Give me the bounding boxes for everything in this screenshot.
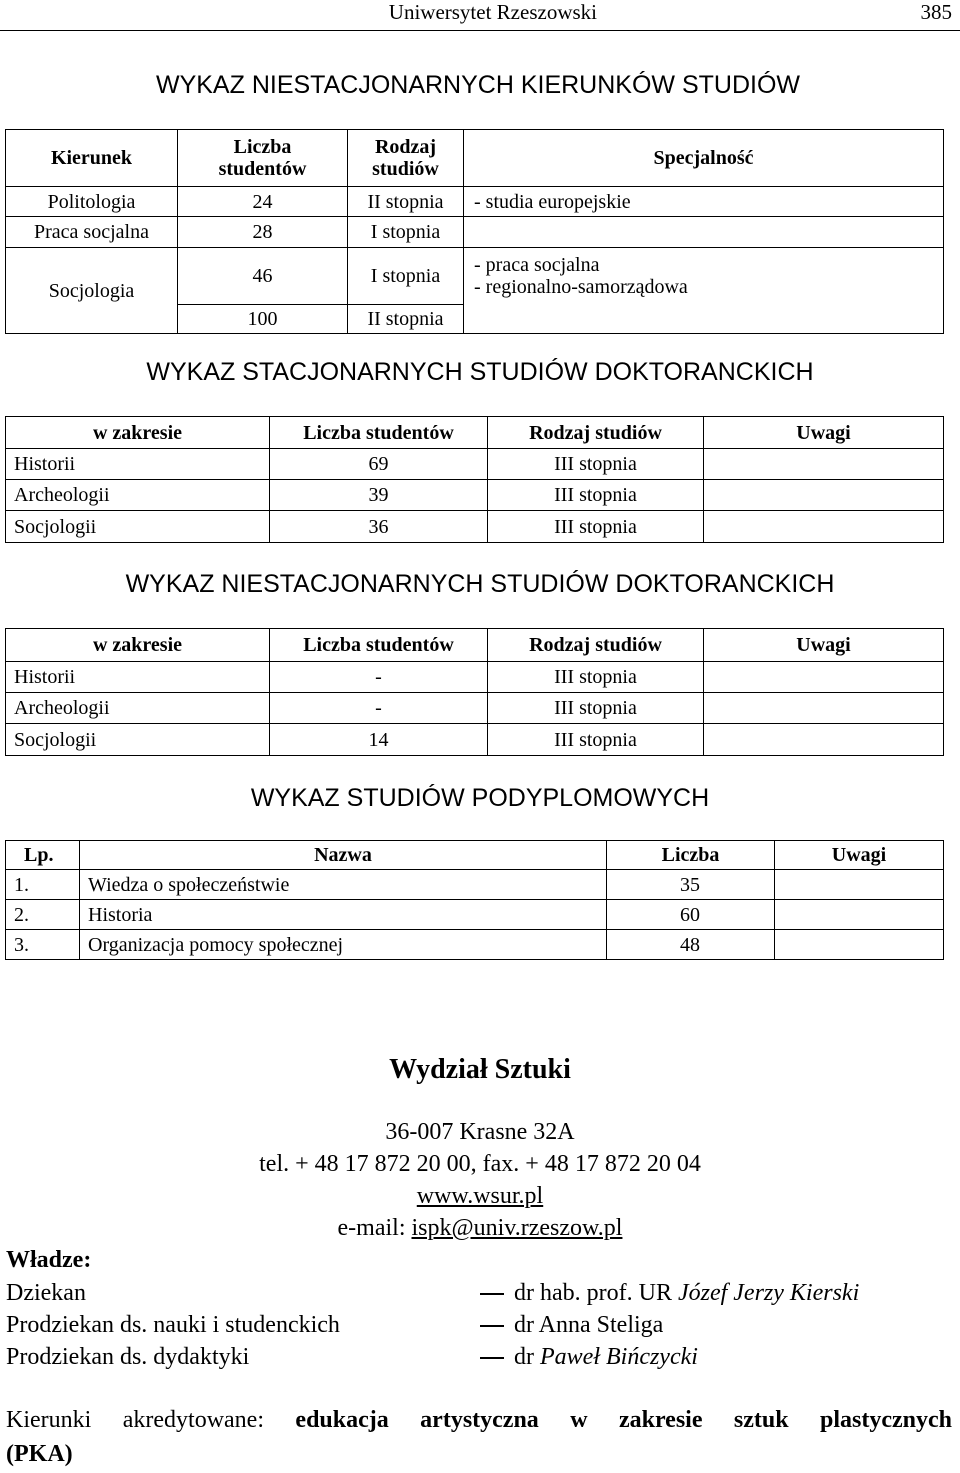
table-non-stationary-doctoral — [5, 628, 944, 756]
cell-uwagi — [775, 870, 944, 900]
cell-liczba: 35 — [607, 870, 775, 900]
cell-rodzaj: I stopnia — [348, 217, 464, 248]
section-title-postgraduate: WYKAZ STUDIÓW PODYPLOMOWYCH — [250, 784, 710, 812]
accreditation-label: Kierunki akredytowane: — [6, 1407, 296, 1433]
accreditation-value: edukacja artystyczna w zakresie sztuk plastycznych — [295, 1407, 952, 1433]
cell-liczba: - — [270, 662, 488, 693]
authority-name: Józef Jerzy Kierski — [677, 1280, 860, 1306]
header-uwagi: Uwagi — [704, 629, 944, 662]
cell-specjalnosc: - praca socjalna - regionalno-samorządowa — [464, 248, 944, 334]
faculty-email-link[interactable]: ispk@univ.rzeszow.pl — [411, 1215, 623, 1241]
cell-rodzaj: III stopnia — [488, 480, 704, 511]
header-liczba: Liczba studentów — [270, 417, 488, 449]
faculty-name: Wydział Sztuki — [389, 1054, 571, 1085]
section-title-non-stationary-doctoral: WYKAZ NIESTACJONARNYCH STUDIÓW DOKTORANCKICH — [125, 570, 835, 598]
cell-zakres: Socjologii — [6, 511, 270, 543]
header-zakres: w zakresie — [6, 629, 270, 662]
header-rule — [0, 30, 960, 31]
cell-specjalnosc — [464, 217, 944, 248]
header-rodzaj: Rodzaj studiów — [488, 629, 704, 662]
cell-kierunek: Praca socjalna — [6, 217, 178, 248]
dash — [480, 1357, 504, 1359]
table-row — [6, 662, 944, 693]
faculty-website-line — [0, 1181, 960, 1211]
header-liczba: Liczba studentów — [178, 130, 348, 187]
table-row — [6, 449, 944, 480]
table-row — [6, 480, 944, 511]
cell-kierunek: Politologia — [6, 187, 178, 217]
authority-title: dr Anna Steliga — [514, 1312, 664, 1338]
cell-liczba: 14 — [270, 724, 488, 756]
cell-zakres: Archeologii — [6, 480, 270, 511]
section-title-stationary-doctoral: WYKAZ STACJONARNYCH STUDIÓW DOKTORANCKICH — [146, 358, 814, 386]
cell-uwagi — [704, 511, 944, 543]
cell-rodzaj: II stopnia — [348, 305, 464, 334]
table-row — [6, 930, 944, 960]
cell-uwagi — [704, 662, 944, 693]
cell-nazwa: Historia — [80, 900, 607, 930]
table-header-row — [6, 417, 944, 449]
cell-uwagi — [775, 930, 944, 960]
cell-liczba: - — [270, 693, 488, 724]
cell-zakres: Archeologii — [6, 693, 270, 724]
authority-name-line — [480, 1310, 663, 1340]
header-lp: Lp. — [6, 841, 80, 870]
cell-rodzaj: II stopnia — [348, 187, 464, 217]
cell-liczba: 60 — [607, 900, 775, 930]
table-header-row — [6, 841, 944, 870]
cell-liczba: 39 — [270, 480, 488, 511]
header-rodzaj: Rodzaj studiów — [348, 130, 464, 187]
cell-lp: 1. — [6, 870, 80, 900]
cell-uwagi — [704, 724, 944, 756]
table-row — [6, 724, 944, 756]
cell-zakres: Socjologii — [6, 724, 270, 756]
email-label: e-mail: — [337, 1215, 412, 1241]
table-header-row — [6, 130, 944, 187]
page-number: 385 — [920, 0, 952, 24]
cell-liczba: 28 — [178, 217, 348, 248]
cell-zakres: Historii — [6, 449, 270, 480]
cell-liczba: 100 — [178, 305, 348, 334]
header-zakres: w zakresie — [6, 417, 270, 449]
cell-rodzaj: III stopnia — [488, 511, 704, 543]
table-non-stationary-fields — [5, 129, 944, 334]
table-row — [6, 693, 944, 724]
table-header-row — [6, 629, 944, 662]
cell-nazwa: Organizacja pomocy społecznej — [80, 930, 607, 960]
table-row — [6, 187, 944, 217]
cell-liczba: 36 — [270, 511, 488, 543]
cell-uwagi — [704, 449, 944, 480]
cell-uwagi — [775, 900, 944, 930]
header-liczba: Liczba studentów — [270, 629, 488, 662]
authority-title: dr — [514, 1344, 540, 1370]
dash — [480, 1325, 504, 1327]
table-row — [6, 870, 944, 900]
cell-kierunek: Socjologia — [6, 248, 178, 334]
authority-role: Prodziekan ds. nauki i studenckich — [6, 1312, 340, 1338]
section-title-non-stationary-fields: WYKAZ NIESTACJONARNYCH KIERUNKÓW STUDIÓW — [155, 71, 800, 99]
header-kierunek: Kierunek — [6, 130, 178, 187]
cell-zakres: Historii — [6, 662, 270, 693]
faculty-phone: tel. + 48 17 872 20 00, fax. + 48 17 872 20 04 — [259, 1151, 701, 1177]
authority-role: Dziekan — [6, 1280, 86, 1306]
header-uwagi: Uwagi — [775, 841, 944, 870]
accreditation-line — [6, 1404, 952, 1436]
table-row — [6, 217, 944, 248]
table-postgraduate — [5, 840, 944, 960]
dash — [480, 1293, 504, 1295]
cell-nazwa: Wiedza o społeczeństwie — [80, 870, 607, 900]
cell-lp: 2. — [6, 900, 80, 930]
header-nazwa: Nazwa — [80, 841, 607, 870]
cell-rodzaj: III stopnia — [488, 449, 704, 480]
authority-role: Prodziekan ds. dydaktyki — [6, 1344, 250, 1370]
header-liczba: Liczba — [607, 841, 775, 870]
authorities-heading: Władze: — [6, 1247, 92, 1273]
authority-name-line — [480, 1278, 859, 1308]
cell-lp: 3. — [6, 930, 80, 960]
header-specjalnosc: Specjalność — [464, 130, 944, 187]
header-rodzaj: Rodzaj studiów — [488, 417, 704, 449]
cell-rodzaj: III stopnia — [488, 662, 704, 693]
cell-rodzaj: III stopnia — [488, 724, 704, 756]
running-header-title: Uniwersytet Rzeszowski — [388, 0, 597, 24]
authority-title: dr hab. prof. UR — [514, 1280, 678, 1306]
faculty-email-line — [0, 1213, 960, 1243]
cell-liczba: 24 — [178, 187, 348, 217]
cell-liczba: 69 — [270, 449, 488, 480]
cell-uwagi — [704, 693, 944, 724]
authority-name: Paweł Bińczycki — [540, 1344, 698, 1370]
cell-rodzaj: III stopnia — [488, 693, 704, 724]
cell-specjalnosc: - studia europejskie — [464, 187, 944, 217]
table-row — [6, 511, 944, 543]
header-uwagi: Uwagi — [704, 417, 944, 449]
table-row — [6, 900, 944, 930]
faculty-website-link[interactable]: www.wsur.pl — [416, 1183, 544, 1209]
authority-name-line — [480, 1342, 698, 1372]
cell-liczba: 48 — [607, 930, 775, 960]
cell-uwagi — [704, 480, 944, 511]
table-stationary-doctoral — [5, 416, 944, 543]
cell-rodzaj: I stopnia — [348, 248, 464, 305]
accreditation-body: (PKA) — [6, 1441, 73, 1467]
table-row — [6, 248, 944, 305]
faculty-address: 36-007 Krasne 32A — [385, 1119, 575, 1145]
cell-liczba: 46 — [178, 248, 348, 305]
